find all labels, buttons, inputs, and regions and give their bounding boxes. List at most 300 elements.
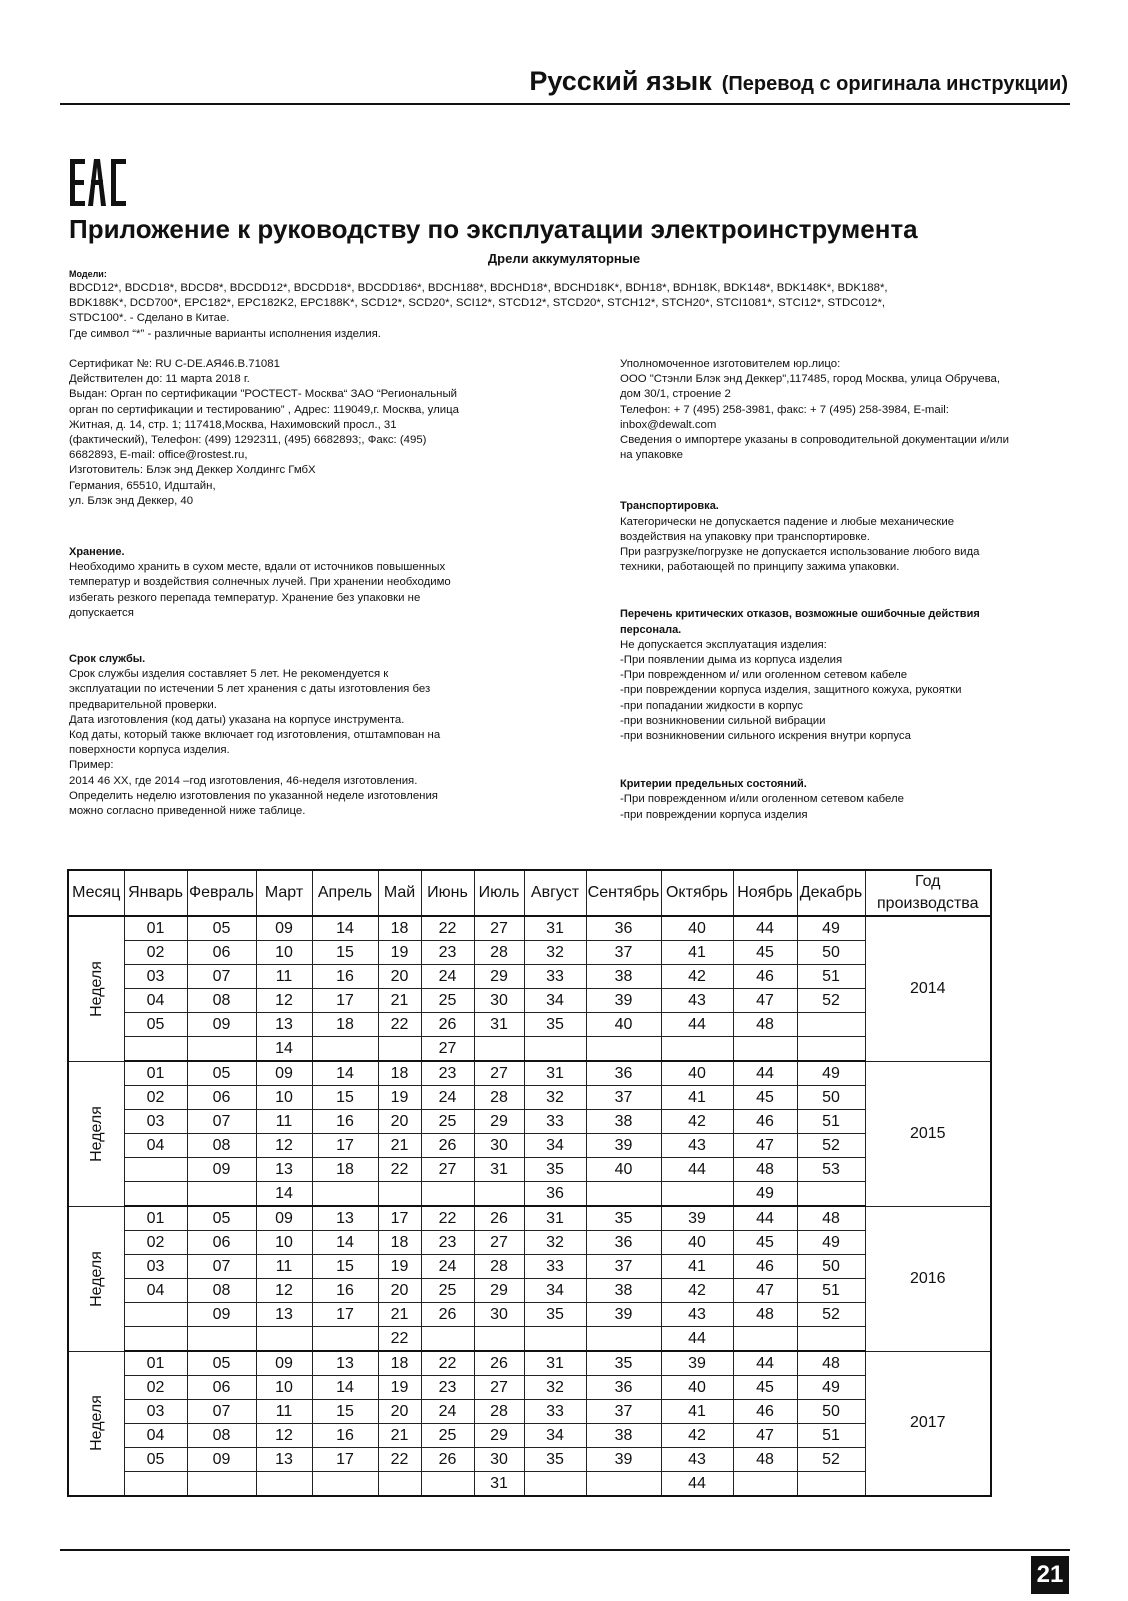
week-cell: 17 bbox=[312, 1448, 378, 1472]
week-cell: 25 bbox=[421, 1110, 474, 1134]
week-cell: 14 bbox=[312, 1231, 378, 1255]
week-cell: 25 bbox=[421, 989, 474, 1013]
week-cell: 18 bbox=[378, 916, 421, 941]
week-cell: 09 bbox=[256, 916, 312, 941]
week-cell: 51 bbox=[797, 1279, 865, 1303]
week-cell bbox=[586, 1472, 661, 1497]
service-heading: Срок службы. bbox=[69, 653, 146, 666]
week-cell: 22 bbox=[378, 1327, 421, 1352]
week-cell: 35 bbox=[586, 1351, 661, 1376]
table-row bbox=[68, 916, 991, 941]
week-cell: 15 bbox=[312, 1255, 378, 1279]
week-cell: 08 bbox=[187, 1424, 256, 1448]
week-cell: 22 bbox=[378, 1158, 421, 1182]
week-cell: 31 bbox=[474, 1472, 524, 1497]
week-cell: 22 bbox=[421, 1206, 474, 1231]
week-cell bbox=[733, 1472, 797, 1497]
failures-text: Не допускается эксплуатация изделия: -При появлении дыма из корпуса изделия -При поврежденном и/ или оголенном сетевом кабеле -при повреждении корпуса изделия, защитного кожуха, рукоятки -при попадании жидкости в корпус -при возникновении сильной вибрации -при возникновении сильного искрения внутри корпуса bbox=[620, 638, 962, 743]
week-cell: 43 bbox=[661, 1134, 733, 1158]
week-cell: 20 bbox=[378, 965, 421, 989]
models-label: Модели: bbox=[69, 269, 107, 279]
eac-mark-icon bbox=[70, 159, 126, 206]
week-cell: 13 bbox=[256, 1158, 312, 1182]
week-cell: 30 bbox=[474, 1303, 524, 1327]
table-row bbox=[68, 1376, 991, 1400]
week-label: Неделя bbox=[87, 1105, 105, 1162]
month-header-apr: Апрель bbox=[312, 870, 378, 916]
week-cell: 27 bbox=[421, 1158, 474, 1182]
week-cell: 06 bbox=[187, 1231, 256, 1255]
table-row bbox=[68, 1037, 991, 1062]
week-cell: 29 bbox=[474, 1279, 524, 1303]
week-cell bbox=[187, 1037, 256, 1062]
week-cell: 48 bbox=[733, 1303, 797, 1327]
right-column bbox=[620, 357, 1070, 823]
transport-text: Категорически не допускается падение и любые механические воздействия на упаковку при транспортировке. При разгрузке/погрузке не допускается использование любого вида техники, работающей по принципу зажима упаковки. bbox=[620, 515, 980, 574]
week-cell: 28 bbox=[474, 1400, 524, 1424]
week-cell: 05 bbox=[124, 1448, 187, 1472]
week-cell: 01 bbox=[124, 1061, 187, 1086]
week-cell: 13 bbox=[312, 1351, 378, 1376]
table-row bbox=[68, 1231, 991, 1255]
week-cell: 16 bbox=[312, 1424, 378, 1448]
week-cell bbox=[474, 1182, 524, 1207]
table-header-row bbox=[68, 870, 991, 916]
week-cell: 35 bbox=[524, 1303, 586, 1327]
week-cell: 29 bbox=[474, 1110, 524, 1134]
week-cell: 23 bbox=[421, 1231, 474, 1255]
week-cell: 25 bbox=[421, 1424, 474, 1448]
week-cell: 04 bbox=[124, 1424, 187, 1448]
week-cell: 26 bbox=[421, 1134, 474, 1158]
week-cell: 44 bbox=[733, 1061, 797, 1086]
week-cell: 02 bbox=[124, 1376, 187, 1400]
week-cell: 28 bbox=[474, 1255, 524, 1279]
week-cell: 33 bbox=[524, 1110, 586, 1134]
week-cell: 08 bbox=[187, 989, 256, 1013]
year-cell: 2017 bbox=[865, 1351, 991, 1496]
week-cell: 17 bbox=[378, 1206, 421, 1231]
month-header-aug: Август bbox=[524, 870, 586, 916]
week-cell: 41 bbox=[661, 1255, 733, 1279]
week-cell: 35 bbox=[586, 1206, 661, 1231]
week-cell: 47 bbox=[733, 1279, 797, 1303]
week-cell: 09 bbox=[187, 1448, 256, 1472]
week-cell bbox=[524, 1037, 586, 1062]
week-cell: 44 bbox=[661, 1158, 733, 1182]
week-cell: 44 bbox=[733, 1351, 797, 1376]
week-cell: 46 bbox=[733, 1110, 797, 1134]
table-row bbox=[68, 1086, 991, 1110]
week-cell: 44 bbox=[733, 1206, 797, 1231]
week-cell: 05 bbox=[187, 1206, 256, 1231]
week-cell: 09 bbox=[256, 1206, 312, 1231]
transport-heading: Транспортировка. bbox=[620, 500, 719, 513]
week-cell: 50 bbox=[797, 941, 865, 965]
week-cell: 46 bbox=[733, 965, 797, 989]
week-table bbox=[67, 869, 992, 1497]
year-cell: 2016 bbox=[865, 1206, 991, 1351]
week-cell: 06 bbox=[187, 941, 256, 965]
week-cell: 05 bbox=[187, 1061, 256, 1086]
table-row bbox=[68, 1424, 991, 1448]
week-cell: 23 bbox=[421, 1376, 474, 1400]
week-cell: 11 bbox=[256, 1110, 312, 1134]
week-cell: 13 bbox=[312, 1206, 378, 1231]
week-cell: 21 bbox=[378, 1134, 421, 1158]
week-cell: 06 bbox=[187, 1376, 256, 1400]
week-cell: 19 bbox=[378, 941, 421, 965]
week-cell: 16 bbox=[312, 1279, 378, 1303]
failures-section bbox=[620, 607, 1070, 744]
week-label-cell bbox=[68, 916, 124, 1061]
transport-section bbox=[620, 499, 1070, 575]
week-cell: 32 bbox=[524, 1376, 586, 1400]
week-label: Неделя bbox=[87, 1250, 105, 1307]
page-title: Приложение к руководству по эксплуатации электроинструмента bbox=[69, 214, 918, 244]
week-cell: 47 bbox=[733, 1424, 797, 1448]
week-cell: 13 bbox=[256, 1303, 312, 1327]
week-cell bbox=[474, 1327, 524, 1352]
page-subtitle: Дрели аккумуляторные bbox=[487, 251, 641, 266]
week-cell: 26 bbox=[474, 1351, 524, 1376]
week-cell: 45 bbox=[733, 941, 797, 965]
week-cell: 26 bbox=[421, 1448, 474, 1472]
week-cell bbox=[124, 1182, 187, 1207]
week-cell: 05 bbox=[187, 1351, 256, 1376]
month-header-may: Май bbox=[378, 870, 421, 916]
week-cell: 37 bbox=[586, 1400, 661, 1424]
week-cell bbox=[661, 1037, 733, 1062]
week-cell: 04 bbox=[124, 989, 187, 1013]
week-cell: 18 bbox=[312, 1158, 378, 1182]
week-cell: 39 bbox=[586, 989, 661, 1013]
table-row bbox=[68, 1158, 991, 1182]
week-cell: 18 bbox=[312, 1013, 378, 1037]
year-header: Год производства bbox=[865, 870, 991, 916]
table-row bbox=[68, 1327, 991, 1352]
week-cell bbox=[124, 1158, 187, 1182]
month-header-oct: Октябрь bbox=[661, 870, 733, 916]
week-cell: 17 bbox=[312, 1303, 378, 1327]
week-cell: 03 bbox=[124, 965, 187, 989]
week-cell: 22 bbox=[421, 1351, 474, 1376]
week-cell: 44 bbox=[661, 1472, 733, 1497]
week-cell bbox=[524, 1472, 586, 1497]
table-row bbox=[68, 1206, 991, 1231]
week-cell: 25 bbox=[421, 1279, 474, 1303]
week-cell: 47 bbox=[733, 989, 797, 1013]
week-cell: 34 bbox=[524, 1279, 586, 1303]
week-cell: 09 bbox=[187, 1013, 256, 1037]
week-cell: 50 bbox=[797, 1400, 865, 1424]
week-cell: 01 bbox=[124, 1206, 187, 1231]
models-text: BDCD12*, BDCD18*, BDCD8*, BDCDD12*, BDCDD18*, BDCDD186*, BDCH188*, BDCHD18*, BDCHD18K*, BDH18*, BDH18K, BDK148*, BDK148K*, BDK188*, BDK188K*, DCD700*, EPC182*, EPC182K2, EPC188K*, SCD12*, SCD20*, SCI12*, STCD12*, STCD20*, STCH12*, STCH20*, STCI1081*, STCI12*, STDC012*, STDC100*. - Сделано в Китае. Где символ “*” - различные варианты исполнения изделия. bbox=[69, 282, 888, 340]
week-cell: 52 bbox=[797, 1303, 865, 1327]
week-cell: 39 bbox=[586, 1134, 661, 1158]
week-cell: 44 bbox=[733, 916, 797, 941]
week-cell: 10 bbox=[256, 941, 312, 965]
week-cell bbox=[474, 1037, 524, 1062]
week-cell: 49 bbox=[733, 1182, 797, 1207]
year-cell: 2015 bbox=[865, 1061, 991, 1206]
certificate-text: Сертификат №: RU C-DE.АЯ46.В.71081 Действителен до: 11 марта 2018 г. Выдан: Орган по сертификации "РОСТЕСТ- Москва“ ЗАО “Региональный орган по сертификации и тестированию” , Адрес: 119049,г. Москва, улица Житная, д. 14, стр. 1; 117418,Москва, Нахимовский просл., 31 (фактический), Телефон: (499) 1292311, (495) 6682893;, Факс: (495) 6682893, E-mail: office@rostest.ru, Изготовитель: Блэк энд Деккер Холдингс ГмбХ Германия, 65510, Идштайн, ул. Блэк энд Деккер, 40 bbox=[69, 358, 459, 507]
week-cell: 43 bbox=[661, 989, 733, 1013]
week-cell: 50 bbox=[797, 1086, 865, 1110]
week-cell: 17 bbox=[312, 989, 378, 1013]
week-cell: 38 bbox=[586, 965, 661, 989]
week-cell: 41 bbox=[661, 1086, 733, 1110]
week-cell: 18 bbox=[378, 1061, 421, 1086]
week-cell: 14 bbox=[312, 916, 378, 941]
week-cell: 22 bbox=[378, 1448, 421, 1472]
week-cell: 28 bbox=[474, 1086, 524, 1110]
week-cell: 01 bbox=[124, 916, 187, 941]
week-cell: 44 bbox=[661, 1013, 733, 1037]
week-cell: 27 bbox=[474, 1231, 524, 1255]
week-cell bbox=[124, 1037, 187, 1062]
table-row bbox=[68, 1303, 991, 1327]
storage-text: Необходимо хранить в сухом месте, вдали от источников повышенных температур и воздействия солнечных лучей. При хранении необходимо избегать резкого перепада температур. Хранение без упаковки не допускается bbox=[69, 561, 451, 619]
week-cell: 09 bbox=[187, 1158, 256, 1182]
week-cell bbox=[797, 1182, 865, 1207]
week-cell: 52 bbox=[797, 1134, 865, 1158]
week-cell: 49 bbox=[797, 1376, 865, 1400]
week-cell: 29 bbox=[474, 965, 524, 989]
week-cell: 49 bbox=[797, 1061, 865, 1086]
week-cell bbox=[378, 1037, 421, 1062]
week-cell: 48 bbox=[733, 1158, 797, 1182]
week-cell: 35 bbox=[524, 1158, 586, 1182]
storage-heading: Хранение. bbox=[69, 546, 125, 559]
table-row bbox=[68, 1182, 991, 1207]
week-cell: 48 bbox=[797, 1206, 865, 1231]
week-cell: 39 bbox=[661, 1206, 733, 1231]
week-cell: 15 bbox=[312, 941, 378, 965]
week-cell: 09 bbox=[256, 1061, 312, 1086]
week-cell: 11 bbox=[256, 1255, 312, 1279]
limits-text: -При поврежденном и/или оголенном сетевом кабеле -при повреждении корпуса изделия bbox=[620, 793, 904, 821]
week-cell: 27 bbox=[474, 1376, 524, 1400]
week-cell: 43 bbox=[661, 1448, 733, 1472]
month-header-nov: Ноябрь bbox=[733, 870, 797, 916]
week-cell: 05 bbox=[124, 1013, 187, 1037]
week-cell: 14 bbox=[256, 1182, 312, 1207]
week-cell: 48 bbox=[797, 1351, 865, 1376]
week-cell bbox=[312, 1472, 378, 1497]
week-cell: 18 bbox=[378, 1351, 421, 1376]
left-column bbox=[69, 357, 539, 819]
week-cell: 29 bbox=[474, 1424, 524, 1448]
week-cell: 49 bbox=[797, 1231, 865, 1255]
week-cell: 40 bbox=[661, 1376, 733, 1400]
week-cell bbox=[124, 1472, 187, 1497]
table-row bbox=[68, 941, 991, 965]
week-cell: 32 bbox=[524, 941, 586, 965]
week-cell: 22 bbox=[421, 916, 474, 941]
week-cell: 23 bbox=[421, 1061, 474, 1086]
week-cell: 08 bbox=[187, 1134, 256, 1158]
table-body bbox=[68, 916, 991, 1496]
week-cell: 42 bbox=[661, 1279, 733, 1303]
table-row bbox=[68, 1279, 991, 1303]
month-header-feb: Февраль bbox=[187, 870, 256, 916]
week-cell bbox=[733, 1327, 797, 1352]
week-cell: 02 bbox=[124, 1086, 187, 1110]
week-cell: 24 bbox=[421, 1086, 474, 1110]
week-cell: 14 bbox=[312, 1061, 378, 1086]
week-cell: 26 bbox=[474, 1206, 524, 1231]
week-cell: 35 bbox=[524, 1448, 586, 1472]
week-cell bbox=[797, 1013, 865, 1037]
week-cell: 32 bbox=[524, 1086, 586, 1110]
week-cell bbox=[312, 1037, 378, 1062]
week-cell: 35 bbox=[524, 1013, 586, 1037]
week-cell: 12 bbox=[256, 1279, 312, 1303]
week-cell: 30 bbox=[474, 1134, 524, 1158]
week-cell: 20 bbox=[378, 1279, 421, 1303]
week-cell: 16 bbox=[312, 965, 378, 989]
table-row bbox=[68, 1351, 991, 1376]
week-cell: 39 bbox=[586, 1303, 661, 1327]
week-cell bbox=[187, 1472, 256, 1497]
week-cell: 09 bbox=[256, 1351, 312, 1376]
week-cell: 11 bbox=[256, 1400, 312, 1424]
week-cell: 39 bbox=[661, 1351, 733, 1376]
week-cell: 06 bbox=[187, 1086, 256, 1110]
table-row bbox=[68, 1110, 991, 1134]
week-cell: 01 bbox=[124, 1351, 187, 1376]
month-header-jan: Январь bbox=[124, 870, 187, 916]
week-cell: 52 bbox=[797, 1448, 865, 1472]
week-cell bbox=[187, 1327, 256, 1352]
week-cell: 48 bbox=[733, 1013, 797, 1037]
week-cell: 27 bbox=[421, 1037, 474, 1062]
week-label-cell bbox=[68, 1206, 124, 1351]
table-row bbox=[68, 989, 991, 1013]
week-cell bbox=[378, 1472, 421, 1497]
year-cell: 2014 bbox=[865, 916, 991, 1061]
week-cell: 36 bbox=[524, 1182, 586, 1207]
week-cell: 48 bbox=[733, 1448, 797, 1472]
week-cell: 40 bbox=[661, 916, 733, 941]
week-cell: 19 bbox=[378, 1376, 421, 1400]
week-cell: 31 bbox=[524, 1206, 586, 1231]
week-cell bbox=[187, 1182, 256, 1207]
header-rule bbox=[60, 103, 1070, 105]
week-cell: 37 bbox=[586, 1086, 661, 1110]
week-cell: 24 bbox=[421, 1400, 474, 1424]
week-cell bbox=[421, 1327, 474, 1352]
week-cell bbox=[733, 1037, 797, 1062]
week-cell: 31 bbox=[474, 1013, 524, 1037]
week-cell: 26 bbox=[421, 1013, 474, 1037]
week-cell: 04 bbox=[124, 1279, 187, 1303]
week-cell: 23 bbox=[421, 941, 474, 965]
week-cell: 05 bbox=[187, 916, 256, 941]
week-cell: 33 bbox=[524, 1255, 586, 1279]
week-cell: 21 bbox=[378, 989, 421, 1013]
week-cell: 40 bbox=[586, 1158, 661, 1182]
week-cell: 02 bbox=[124, 1231, 187, 1255]
week-cell: 36 bbox=[586, 1376, 661, 1400]
week-cell: 24 bbox=[421, 1255, 474, 1279]
week-cell: 45 bbox=[733, 1231, 797, 1255]
week-cell: 30 bbox=[474, 1448, 524, 1472]
failures-heading: Перечень критических отказов, возможные ошибочные действия персонала. bbox=[620, 608, 980, 636]
week-cell: 04 bbox=[124, 1134, 187, 1158]
week-cell: 36 bbox=[586, 916, 661, 941]
week-cell: 27 bbox=[474, 1061, 524, 1086]
week-cell: 42 bbox=[661, 965, 733, 989]
week-cell: 43 bbox=[661, 1303, 733, 1327]
week-cell: 20 bbox=[378, 1110, 421, 1134]
week-cell: 10 bbox=[256, 1231, 312, 1255]
table-row bbox=[68, 1400, 991, 1424]
week-cell: 33 bbox=[524, 1400, 586, 1424]
week-cell bbox=[256, 1327, 312, 1352]
week-cell: 33 bbox=[524, 965, 586, 989]
service-section bbox=[69, 652, 539, 819]
week-cell: 34 bbox=[524, 1424, 586, 1448]
week-cell: 09 bbox=[187, 1303, 256, 1327]
week-cell: 31 bbox=[524, 1351, 586, 1376]
week-cell: 19 bbox=[378, 1255, 421, 1279]
service-text: Срок службы изделия составляет 5 лет. Не рекомендуется к эксплуатации по истечении 5 лет хранения с даты изготовления без предварительной проверки. Дата изготовления (код даты) указана на корпусе инструмента. Код даты, который также включает год изготовления, отштампован на поверхности корпуса изделия. Пример: 2014 46 XX, где 2014 –год изготовления, 46-неделя изготовления. Определить неделю изготовления по указанной неделе изготовления можно согласно приведенной ниже таблице. bbox=[69, 668, 441, 818]
month-header-jul: Июль bbox=[474, 870, 524, 916]
week-cell: 51 bbox=[797, 965, 865, 989]
week-cell: 38 bbox=[586, 1110, 661, 1134]
header-language: Русский язык bbox=[529, 66, 712, 96]
limits-heading: Критерии предельных состояний. bbox=[620, 778, 807, 791]
week-cell: 31 bbox=[524, 1061, 586, 1086]
week-cell bbox=[312, 1182, 378, 1207]
week-cell: 03 bbox=[124, 1110, 187, 1134]
week-cell: 47 bbox=[733, 1134, 797, 1158]
week-cell: 10 bbox=[256, 1086, 312, 1110]
week-cell: 19 bbox=[378, 1086, 421, 1110]
week-cell: 46 bbox=[733, 1400, 797, 1424]
limits-section bbox=[620, 777, 1070, 823]
week-cell: 03 bbox=[124, 1400, 187, 1424]
week-cell: 31 bbox=[524, 916, 586, 941]
week-cell: 37 bbox=[586, 1255, 661, 1279]
week-cell: 07 bbox=[187, 1400, 256, 1424]
week-cell: 49 bbox=[797, 916, 865, 941]
table-row bbox=[68, 1134, 991, 1158]
week-cell bbox=[421, 1472, 474, 1497]
week-cell: 12 bbox=[256, 989, 312, 1013]
week-cell: 12 bbox=[256, 1424, 312, 1448]
week-label: Неделя bbox=[87, 960, 105, 1017]
week-cell: 12 bbox=[256, 1134, 312, 1158]
week-cell bbox=[797, 1037, 865, 1062]
week-cell: 34 bbox=[524, 989, 586, 1013]
week-cell: 15 bbox=[312, 1400, 378, 1424]
week-cell: 51 bbox=[797, 1424, 865, 1448]
month-header-jun: Июнь bbox=[421, 870, 474, 916]
week-cell: 07 bbox=[187, 1255, 256, 1279]
week-cell: 16 bbox=[312, 1110, 378, 1134]
week-label-cell bbox=[68, 1351, 124, 1496]
table-row bbox=[68, 965, 991, 989]
week-cell: 18 bbox=[378, 1231, 421, 1255]
week-cell: 15 bbox=[312, 1086, 378, 1110]
week-cell: 39 bbox=[586, 1448, 661, 1472]
table-row bbox=[68, 1061, 991, 1086]
week-cell: 41 bbox=[661, 941, 733, 965]
week-cell bbox=[256, 1472, 312, 1497]
